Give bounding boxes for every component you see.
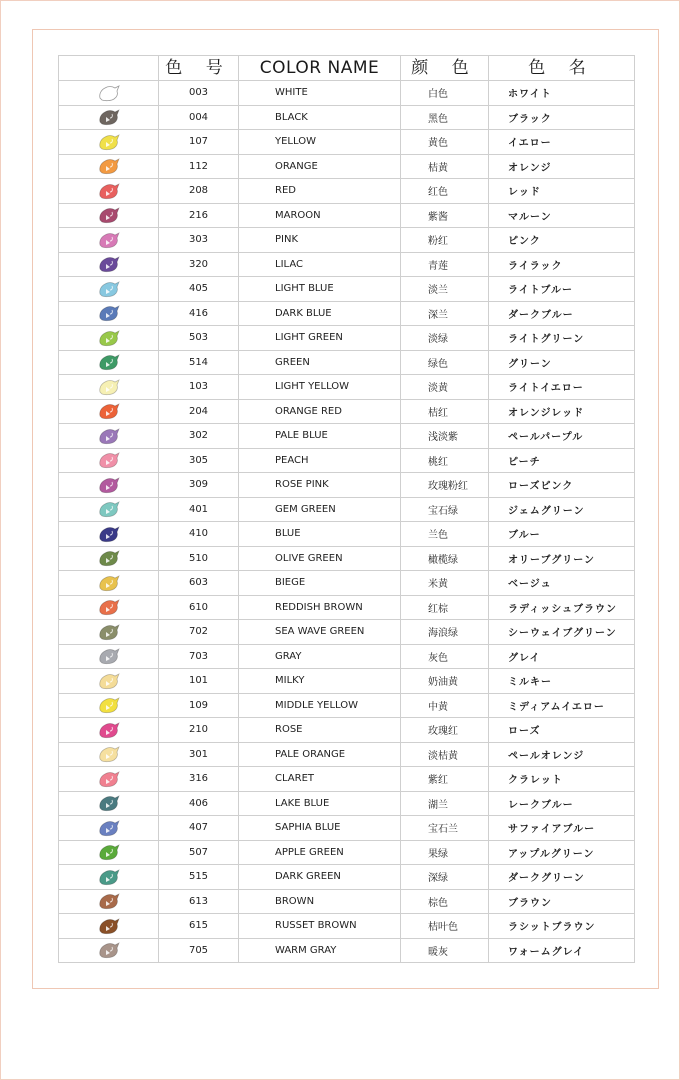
color-name-en: LIGHT BLUE — [239, 277, 401, 302]
color-code: 610 — [159, 595, 239, 620]
color-name-cn: 米黄 — [401, 571, 489, 596]
color-code: 003 — [159, 81, 239, 106]
color-name-cn: 深兰 — [401, 301, 489, 326]
color-name-en: MILKY — [239, 669, 401, 694]
color-name-en: DARK BLUE — [239, 301, 401, 326]
color-name-en: RED — [239, 179, 401, 204]
color-name-cn: 玫瑰粉红 — [401, 473, 489, 498]
pencil-tip-swatch-icon — [97, 819, 121, 837]
table-row — [59, 693, 635, 718]
swatch-cell — [59, 81, 159, 106]
table-row — [59, 791, 635, 816]
swatch-cell — [59, 816, 159, 841]
color-code: 416 — [159, 301, 239, 326]
table-row — [59, 252, 635, 277]
pencil-tip-swatch-icon — [97, 84, 121, 102]
pencil-tip-swatch-icon — [97, 402, 121, 420]
color-name-en: WHITE — [239, 81, 401, 106]
pencil-tip-swatch-icon — [97, 598, 121, 616]
color-name-jp: ラディッシュブラウン — [489, 595, 635, 620]
pencil-tip-swatch-icon — [97, 280, 121, 298]
header-row — [59, 56, 635, 81]
color-name-jp: ライトグリーン — [489, 326, 635, 351]
swatch-cell — [59, 252, 159, 277]
color-name-en: SEA WAVE GREEN — [239, 620, 401, 645]
color-name-jp: ペールパープル — [489, 424, 635, 449]
pencil-tip-swatch-icon — [97, 108, 121, 126]
color-code: 410 — [159, 522, 239, 547]
color-name-en: GREEN — [239, 350, 401, 375]
color-name-jp: ペールオレンジ — [489, 742, 635, 767]
color-name-cn: 宝石兰 — [401, 816, 489, 841]
color-name-cn: 红色 — [401, 179, 489, 204]
table-row — [59, 473, 635, 498]
color-name-cn: 湖兰 — [401, 791, 489, 816]
table-row — [59, 375, 635, 400]
color-name-jp: イエロー — [489, 130, 635, 155]
color-name-jp: グレイ — [489, 644, 635, 669]
swatch-cell — [59, 399, 159, 424]
table-row — [59, 179, 635, 204]
color-name-en: ROSE — [239, 718, 401, 743]
swatch-cell — [59, 669, 159, 694]
pencil-tip-swatch-icon — [97, 353, 121, 371]
color-chart-sheet — [32, 29, 659, 989]
color-name-jp: マルーン — [489, 203, 635, 228]
color-name-cn: 橄榄绿 — [401, 546, 489, 571]
color-name-cn: 暖灰 — [401, 938, 489, 963]
swatch-cell — [59, 228, 159, 253]
pencil-tip-swatch-icon — [97, 843, 121, 861]
color-name-cn: 紫红 — [401, 767, 489, 792]
color-name-en: ROSE PINK — [239, 473, 401, 498]
swatch-cell — [59, 644, 159, 669]
table-row — [59, 350, 635, 375]
color-name-jp: ミディアムイエロー — [489, 693, 635, 718]
color-code: 515 — [159, 865, 239, 890]
pencil-tip-swatch-icon — [97, 917, 121, 935]
color-name-en: GEM GREEN — [239, 497, 401, 522]
color-code: 109 — [159, 693, 239, 718]
color-table — [58, 55, 635, 963]
pencil-tip-swatch-icon — [97, 745, 121, 763]
color-name-cn: 桔黄 — [401, 154, 489, 179]
color-code: 301 — [159, 742, 239, 767]
color-code: 305 — [159, 448, 239, 473]
pencil-tip-swatch-icon — [97, 133, 121, 151]
color-name-cn: 宝石绿 — [401, 497, 489, 522]
swatch-cell — [59, 277, 159, 302]
table-row — [59, 669, 635, 694]
color-code: 407 — [159, 816, 239, 841]
color-name-cn: 绿色 — [401, 350, 489, 375]
swatch-cell — [59, 595, 159, 620]
swatch-cell — [59, 840, 159, 865]
color-name-cn: 红棕 — [401, 595, 489, 620]
swatch-cell — [59, 473, 159, 498]
color-name-jp: オレンジ — [489, 154, 635, 179]
swatch-cell — [59, 620, 159, 645]
table-row — [59, 620, 635, 645]
color-code: 208 — [159, 179, 239, 204]
pencil-tip-swatch-icon — [97, 868, 121, 886]
table-row — [59, 277, 635, 302]
color-name-en: YELLOW — [239, 130, 401, 155]
pencil-tip-swatch-icon — [97, 255, 121, 273]
color-name-en: BROWN — [239, 889, 401, 914]
header-swatch — [59, 56, 159, 81]
table-row — [59, 448, 635, 473]
color-code: 316 — [159, 767, 239, 792]
swatch-cell — [59, 889, 159, 914]
color-name-jp: ブラウン — [489, 889, 635, 914]
swatch-cell — [59, 105, 159, 130]
swatch-cell — [59, 326, 159, 351]
color-code: 302 — [159, 424, 239, 449]
color-code: 101 — [159, 669, 239, 694]
color-code: 320 — [159, 252, 239, 277]
color-name-cn: 灰色 — [401, 644, 489, 669]
color-name-jp: ブラック — [489, 105, 635, 130]
color-name-jp: オリーブグリーン — [489, 546, 635, 571]
color-name-cn: 淡桔黄 — [401, 742, 489, 767]
color-name-jp: ジェムグリーン — [489, 497, 635, 522]
swatch-cell — [59, 130, 159, 155]
color-code: 510 — [159, 546, 239, 571]
color-name-en: LIGHT GREEN — [239, 326, 401, 351]
swatch-cell — [59, 497, 159, 522]
color-name-en: OLIVE GREEN — [239, 546, 401, 571]
color-name-cn: 深绿 — [401, 865, 489, 890]
header-japanese-name: 色 名 — [489, 56, 635, 81]
pencil-tip-swatch-icon — [97, 427, 121, 445]
color-name-jp: ブルー — [489, 522, 635, 547]
color-code: 204 — [159, 399, 239, 424]
swatch-cell — [59, 179, 159, 204]
table-row — [59, 571, 635, 596]
swatch-cell — [59, 154, 159, 179]
color-name-cn: 紫酱 — [401, 203, 489, 228]
color-name-en: REDDISH BROWN — [239, 595, 401, 620]
color-name-cn: 玫瑰红 — [401, 718, 489, 743]
color-name-en: LAKE BLUE — [239, 791, 401, 816]
color-name-cn: 海浪绿 — [401, 620, 489, 645]
color-code: 216 — [159, 203, 239, 228]
color-name-en: WARM GRAY — [239, 938, 401, 963]
color-name-en: MAROON — [239, 203, 401, 228]
pencil-tip-swatch-icon — [97, 157, 121, 175]
table-row — [59, 938, 635, 963]
color-name-jp: レークブルー — [489, 791, 635, 816]
pencil-tip-swatch-icon — [97, 549, 121, 567]
color-name-jp: ベージュ — [489, 571, 635, 596]
color-code: 514 — [159, 350, 239, 375]
swatch-cell — [59, 938, 159, 963]
color-code: 603 — [159, 571, 239, 596]
pencil-tip-swatch-icon — [97, 500, 121, 518]
table-row — [59, 522, 635, 547]
color-name-en: LILAC — [239, 252, 401, 277]
table-row — [59, 644, 635, 669]
color-name-cn: 淡黄 — [401, 375, 489, 400]
swatch-cell — [59, 767, 159, 792]
table-row — [59, 154, 635, 179]
pencil-tip-swatch-icon — [97, 941, 121, 959]
table-row — [59, 546, 635, 571]
color-name-jp: アップルグリーン — [489, 840, 635, 865]
color-name-cn: 黄色 — [401, 130, 489, 155]
color-code: 406 — [159, 791, 239, 816]
pencil-tip-swatch-icon — [97, 892, 121, 910]
color-name-cn: 淡兰 — [401, 277, 489, 302]
swatch-cell — [59, 791, 159, 816]
color-code: 703 — [159, 644, 239, 669]
table-row — [59, 105, 635, 130]
color-name-cn: 中黄 — [401, 693, 489, 718]
color-name-cn: 桔叶色 — [401, 914, 489, 939]
color-name-jp: ミルキー — [489, 669, 635, 694]
color-name-jp: ピーチ — [489, 448, 635, 473]
pencil-tip-swatch-icon — [97, 378, 121, 396]
color-name-en: PALE BLUE — [239, 424, 401, 449]
color-name-jp: クラレット — [489, 767, 635, 792]
color-name-jp: ダークグリーン — [489, 865, 635, 890]
color-code: 103 — [159, 375, 239, 400]
color-name-en: BLACK — [239, 105, 401, 130]
table-row — [59, 742, 635, 767]
swatch-cell — [59, 350, 159, 375]
color-name-en: CLARET — [239, 767, 401, 792]
swatch-cell — [59, 448, 159, 473]
pencil-tip-swatch-icon — [97, 182, 121, 200]
color-name-en: PEACH — [239, 448, 401, 473]
color-name-jp: ホワイト — [489, 81, 635, 106]
color-name-en: APPLE GREEN — [239, 840, 401, 865]
color-code: 401 — [159, 497, 239, 522]
color-name-cn: 桔红 — [401, 399, 489, 424]
color-name-cn: 奶油黄 — [401, 669, 489, 694]
pencil-tip-swatch-icon — [97, 476, 121, 494]
header-color-name: COLOR NAME — [239, 56, 401, 81]
table-row — [59, 718, 635, 743]
table-row — [59, 865, 635, 890]
color-name-jp: シーウェイブグリーン — [489, 620, 635, 645]
table-row — [59, 497, 635, 522]
color-name-jp: ローズ — [489, 718, 635, 743]
color-name-jp: ライトブルー — [489, 277, 635, 302]
color-code: 615 — [159, 914, 239, 939]
table-row — [59, 326, 635, 351]
table-row — [59, 889, 635, 914]
color-name-jp: ライトイエロー — [489, 375, 635, 400]
color-name-jp: ピンク — [489, 228, 635, 253]
color-name-cn: 黑色 — [401, 105, 489, 130]
table-row — [59, 424, 635, 449]
color-name-en: BIEGE — [239, 571, 401, 596]
swatch-cell — [59, 693, 159, 718]
table-row — [59, 840, 635, 865]
pencil-tip-swatch-icon — [97, 231, 121, 249]
color-name-en: PALE ORANGE — [239, 742, 401, 767]
pencil-tip-swatch-icon — [97, 770, 121, 788]
swatch-cell — [59, 375, 159, 400]
pencil-tip-swatch-icon — [97, 647, 121, 665]
color-name-en: MIDDLE YELLOW — [239, 693, 401, 718]
table-row — [59, 399, 635, 424]
color-code: 303 — [159, 228, 239, 253]
color-name-cn: 浅淡紫 — [401, 424, 489, 449]
color-name-en: BLUE — [239, 522, 401, 547]
swatch-cell — [59, 571, 159, 596]
table-row — [59, 203, 635, 228]
table-row — [59, 301, 635, 326]
pencil-tip-swatch-icon — [97, 329, 121, 347]
swatch-cell — [59, 914, 159, 939]
color-name-jp: グリーン — [489, 350, 635, 375]
pencil-tip-swatch-icon — [97, 794, 121, 812]
pencil-tip-swatch-icon — [97, 672, 121, 690]
swatch-cell — [59, 424, 159, 449]
color-name-en: ORANGE — [239, 154, 401, 179]
header-code: 色 号 — [159, 56, 239, 81]
color-code: 112 — [159, 154, 239, 179]
color-code: 705 — [159, 938, 239, 963]
color-name-jp: ワォームグレイ — [489, 938, 635, 963]
swatch-cell — [59, 522, 159, 547]
color-name-jp: ダークブルー — [489, 301, 635, 326]
table-row — [59, 130, 635, 155]
pencil-tip-swatch-icon — [97, 304, 121, 322]
color-code: 210 — [159, 718, 239, 743]
color-name-en: RUSSET BROWN — [239, 914, 401, 939]
color-name-en: PINK — [239, 228, 401, 253]
pencil-tip-swatch-icon — [97, 574, 121, 592]
color-code: 613 — [159, 889, 239, 914]
header-chinese-name: 颜 色 — [401, 56, 489, 81]
color-name-en: DARK GREEN — [239, 865, 401, 890]
swatch-cell — [59, 203, 159, 228]
color-code: 507 — [159, 840, 239, 865]
color-name-cn: 青莲 — [401, 252, 489, 277]
color-name-en: LIGHT YELLOW — [239, 375, 401, 400]
table-row — [59, 914, 635, 939]
color-name-en: GRAY — [239, 644, 401, 669]
color-name-jp: ライラック — [489, 252, 635, 277]
color-code: 702 — [159, 620, 239, 645]
pencil-tip-swatch-icon — [97, 451, 121, 469]
swatch-cell — [59, 546, 159, 571]
color-code: 405 — [159, 277, 239, 302]
color-name-cn: 桃红 — [401, 448, 489, 473]
table-row — [59, 81, 635, 106]
pencil-tip-swatch-icon — [97, 696, 121, 714]
color-code: 004 — [159, 105, 239, 130]
color-name-en: ORANGE RED — [239, 399, 401, 424]
color-code: 503 — [159, 326, 239, 351]
color-name-jp: レッド — [489, 179, 635, 204]
table-row — [59, 767, 635, 792]
table-row — [59, 228, 635, 253]
pencil-tip-swatch-icon — [97, 206, 121, 224]
color-name-jp: サファイアブルー — [489, 816, 635, 841]
table-row — [59, 595, 635, 620]
color-rows — [59, 81, 635, 963]
pencil-tip-swatch-icon — [97, 721, 121, 739]
color-name-cn: 果绿 — [401, 840, 489, 865]
color-name-cn: 白色 — [401, 81, 489, 106]
color-name-cn: 粉红 — [401, 228, 489, 253]
color-name-jp: オレンジレッド — [489, 399, 635, 424]
color-name-en: SAPHIA BLUE — [239, 816, 401, 841]
table-row — [59, 816, 635, 841]
color-code: 107 — [159, 130, 239, 155]
color-name-cn: 兰色 — [401, 522, 489, 547]
color-name-cn: 淡绿 — [401, 326, 489, 351]
color-name-jp: ラシットブラウン — [489, 914, 635, 939]
swatch-cell — [59, 301, 159, 326]
pencil-tip-swatch-icon — [97, 525, 121, 543]
pencil-tip-swatch-icon — [97, 623, 121, 641]
swatch-cell — [59, 865, 159, 890]
swatch-cell — [59, 742, 159, 767]
color-code: 309 — [159, 473, 239, 498]
color-name-jp: ローズピンク — [489, 473, 635, 498]
swatch-cell — [59, 718, 159, 743]
color-name-cn: 棕色 — [401, 889, 489, 914]
